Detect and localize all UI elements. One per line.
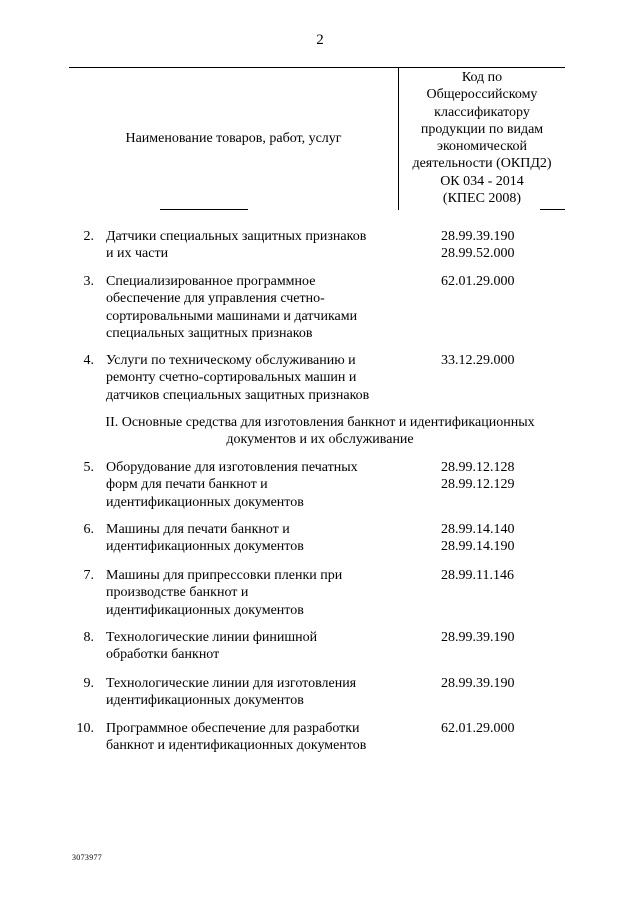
table-header-name-column bbox=[69, 67, 398, 210]
row-code: 33.12.29.000 bbox=[441, 353, 515, 368]
row-code: 62.01.29.000 bbox=[441, 721, 515, 736]
row-name bbox=[106, 228, 396, 263]
row-name-line: специальных защитных признаков bbox=[106, 325, 313, 341]
row-name-line: Услуги по техническому обслуживанию и bbox=[106, 353, 356, 368]
code-column-line: деятельности (ОКПД2) bbox=[412, 156, 552, 172]
row-name-line: обеспечение для управления счетно- bbox=[106, 291, 325, 307]
row-number: 9. bbox=[83, 676, 94, 691]
row-number: 4. bbox=[83, 353, 94, 368]
code-column-line: (КПЕС 2008) bbox=[442, 191, 522, 207]
section-heading bbox=[80, 414, 560, 449]
row-name-line: Специализированное программное bbox=[106, 274, 316, 289]
row-number: 2. bbox=[83, 229, 94, 244]
row-name bbox=[106, 459, 396, 511]
row-name-line: Оборудование для изготовления печатных bbox=[106, 460, 358, 475]
row-name bbox=[106, 675, 396, 710]
section-heading-line: документов и их обслуживание bbox=[226, 432, 414, 448]
row-number: 5. bbox=[83, 460, 94, 475]
row-name-line: сортировальными машинами и датчиками bbox=[106, 308, 358, 324]
table-header-code-column bbox=[399, 69, 565, 207]
document-id: 3073977 bbox=[72, 853, 103, 862]
row-name-line: Технологические линии для изготовления bbox=[106, 676, 357, 691]
row-code: 62.01.29.000 bbox=[441, 274, 515, 289]
row-name-line: датчиков специальных защитных признаков bbox=[106, 387, 370, 403]
page-number: 2 bbox=[316, 32, 324, 48]
name-column-title: Наименование товаров, работ, услуг bbox=[125, 130, 342, 146]
code-column-line: Общероссийскому bbox=[426, 87, 538, 103]
row-name-line: Машины для припрессовки пленки при bbox=[106, 568, 343, 583]
row-code: 28.99.14.190 bbox=[441, 539, 515, 555]
row-name-line: производстве банкнот и bbox=[106, 585, 249, 601]
row-name-line: идентификационных документов bbox=[106, 539, 304, 555]
row-number: 6. bbox=[83, 522, 94, 537]
row-name-line: и их части bbox=[106, 246, 169, 262]
row-number: 10. bbox=[76, 721, 94, 736]
row-name-line: Технологические линии финишной bbox=[106, 630, 318, 645]
row-code: 28.99.39.190 bbox=[441, 630, 515, 645]
row-code: 28.99.39.190 bbox=[441, 229, 515, 244]
row-name bbox=[106, 352, 396, 404]
row-name bbox=[106, 629, 396, 664]
row-codes bbox=[441, 720, 561, 737]
code-column-line: классификатору bbox=[434, 104, 530, 120]
row-code: 28.99.52.000 bbox=[441, 246, 515, 262]
row-codes bbox=[441, 629, 561, 646]
row-codes bbox=[441, 273, 561, 290]
row-name-line: ремонту счетно-сортировальных машин и bbox=[106, 370, 357, 386]
row-name-line: идентификационных документов bbox=[106, 494, 304, 510]
row-number: 7. bbox=[83, 568, 94, 583]
row-code: 28.99.39.190 bbox=[441, 676, 515, 691]
code-column-line: экономической bbox=[436, 139, 528, 155]
row-codes bbox=[441, 352, 561, 369]
row-codes bbox=[441, 567, 561, 584]
code-column-line: Код по bbox=[461, 70, 503, 85]
row-name bbox=[106, 521, 396, 556]
row-name bbox=[106, 720, 396, 755]
row-name-line: форм для печати банкнот и bbox=[106, 477, 268, 493]
code-column-line: продукции по видам bbox=[420, 121, 544, 137]
row-code: 28.99.11.146 bbox=[441, 568, 514, 583]
row-codes bbox=[441, 675, 561, 692]
row-name bbox=[106, 567, 396, 619]
row-name bbox=[106, 273, 396, 342]
row-number: 3. bbox=[83, 274, 94, 289]
row-codes bbox=[441, 521, 561, 556]
header-underline-right bbox=[540, 209, 565, 210]
row-codes bbox=[441, 459, 561, 494]
row-name-line: Машины для печати банкнот и bbox=[106, 522, 290, 537]
row-name-line: банкнот и идентификационных документов bbox=[106, 738, 367, 754]
row-name-line: обработки банкнот bbox=[106, 647, 220, 663]
row-number: 8. bbox=[83, 630, 94, 645]
row-code: 28.99.14.140 bbox=[441, 522, 515, 537]
row-name-line: идентификационных документов bbox=[106, 602, 304, 618]
row-name-line: Программное обеспечение для разработки bbox=[106, 721, 360, 736]
row-code: 28.99.12.128 bbox=[441, 460, 515, 475]
row-name-line: идентификационных документов bbox=[106, 693, 304, 709]
code-column-line: ОК 034 - 2014 bbox=[440, 173, 524, 189]
section-heading-line: II. Основные средства для изготовления банкнот и идентификационных bbox=[105, 415, 535, 430]
row-name-line: Датчики специальных защитных признаков bbox=[106, 229, 367, 244]
header-underline-left bbox=[160, 209, 248, 210]
row-code: 28.99.12.129 bbox=[441, 477, 515, 493]
row-codes bbox=[441, 228, 561, 263]
